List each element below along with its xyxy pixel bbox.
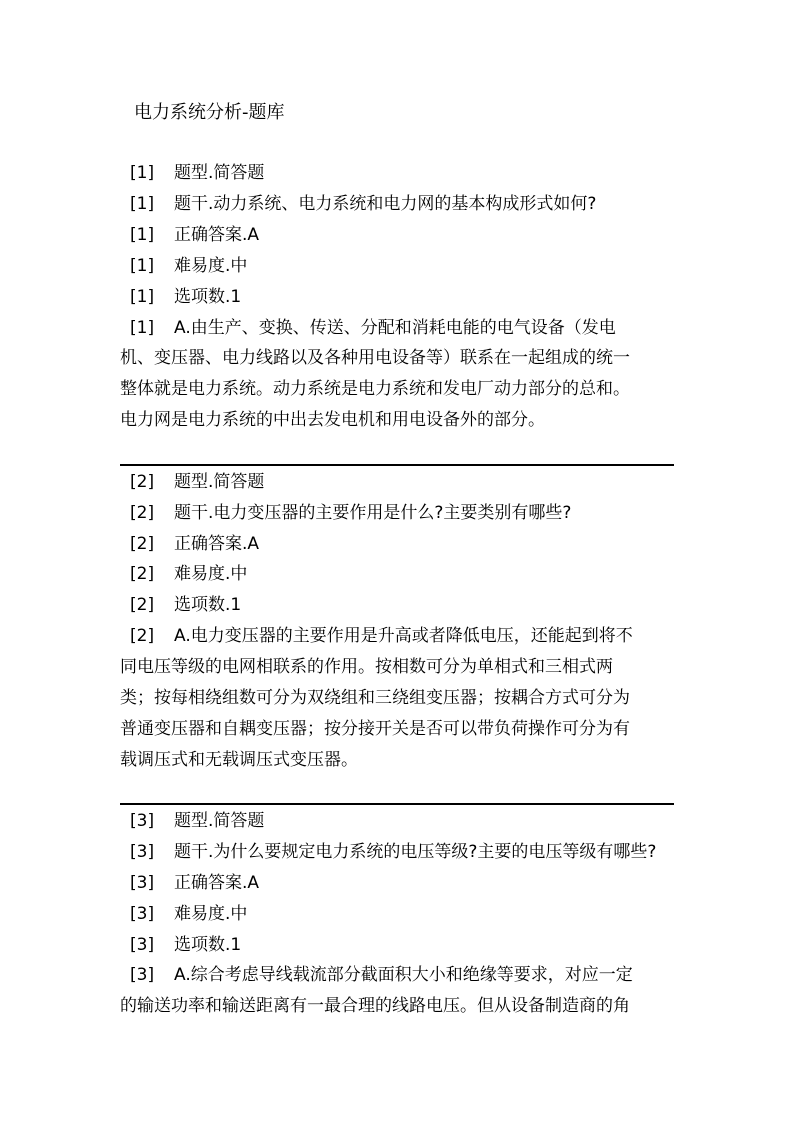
q3-difficulty-line: [120, 902, 247, 926]
q3-answer: 正确答案.A: [174, 873, 260, 893]
q2-option-count-line: [120, 593, 241, 617]
q1-stem: 题干.动力系统、电力系统和电力网的基本构成形式如何?: [174, 194, 597, 214]
q1-option-line: 电力网是电力系统的中出去发电机和用电设备外的部分。: [120, 410, 545, 430]
q3-option-line: [120, 963, 633, 987]
q2-number: [2]: [130, 472, 155, 492]
q2-stem-line: [120, 501, 571, 525]
q1-answer-line: [120, 223, 259, 247]
q1-number: [1]: [130, 287, 155, 307]
q2-type-line: [120, 470, 264, 494]
q3-stem: 题干.为什么要规定电力系统的电压等级?主要的电压等级有哪些?: [174, 842, 657, 862]
q2-answer-line: [120, 532, 259, 556]
q2-answer: 正确答案.A: [174, 534, 260, 554]
q1-option-line: 整体就是电力系统。动力系统是电力系统和发电厂动力部分的总和。: [120, 379, 630, 399]
q2-stem: 题干.电力变压器的主要作用是什么?主要类别有哪些?: [174, 503, 572, 523]
q1-difficulty-line: [120, 254, 247, 278]
q1-type-line: [120, 161, 264, 185]
q1-option-line: 机、变压器、电力线路以及各种用电设备等）联系在一起组成的统一: [120, 348, 630, 368]
q3-number: [3]: [130, 935, 155, 955]
q1-option-text: A.由生产、变换、传送、分配和消耗电能的电气设备（发电: [174, 318, 616, 338]
q3-option-count-line: [120, 933, 241, 957]
document-title: 电力系统分析-题库: [134, 102, 285, 123]
q3-number: [3]: [130, 904, 155, 924]
q1-difficulty: 难易度.中: [174, 256, 248, 276]
q2-difficulty: 难易度.中: [174, 564, 248, 584]
q1-number: [1]: [130, 318, 155, 338]
q1-type: 题型.简答题: [174, 163, 265, 183]
q1-stem-line: [120, 192, 596, 216]
q2-option-line: 同电压等级的电网相联系的作用。按相数可分为单相式和三相式两: [120, 657, 613, 677]
q2-difficulty-line: [120, 562, 247, 586]
q2-number: [2]: [130, 626, 155, 646]
q2-option-line: 载调压式和无载调压式变压器。: [120, 750, 358, 770]
q1-option-line: [120, 316, 616, 340]
q2-number: [2]: [130, 503, 155, 523]
q3-option-count: 选项数.1: [174, 935, 242, 955]
q2-number: [2]: [130, 564, 155, 584]
q2-option-text: A.电力变压器的主要作用是升高或者降低电压，还能起到将不: [174, 626, 633, 646]
q3-stem-line: [120, 840, 656, 864]
q3-answer-line: [120, 871, 259, 895]
q3-number: [3]: [130, 965, 155, 985]
q3-option-text: A.综合考虑导线载流部分截面积大小和绝缘等要求，对应一定: [174, 965, 633, 985]
q1-option-count-line: [120, 285, 241, 309]
q3-difficulty: 难易度.中: [174, 904, 248, 924]
section-divider: [120, 803, 674, 805]
q2-number: [2]: [130, 534, 155, 554]
q3-number: [3]: [130, 811, 155, 831]
q2-type: 题型.简答题: [174, 472, 265, 492]
q2-number: [2]: [130, 595, 155, 615]
q1-answer: 正确答案.A: [174, 225, 260, 245]
section-divider: [120, 464, 674, 466]
q3-number: [3]: [130, 873, 155, 893]
q3-option-line: 的输送功率和输送距离有一最合理的线路电压。但从设备制造商的角: [120, 996, 630, 1016]
q2-option-line: 普通变压器和自耦变压器；按分接开关是否可以带负荷操作可分为有: [120, 719, 630, 739]
q1-option-count: 选项数.1: [174, 287, 242, 307]
q3-number: [3]: [130, 842, 155, 862]
q1-number: [1]: [130, 163, 155, 183]
q3-type-line: [120, 809, 264, 833]
q1-number: [1]: [130, 256, 155, 276]
q2-option-line: 类；按每相绕组数可分为双绕组和三绕组变压器；按耦合方式可分为: [120, 688, 630, 708]
q2-option-line: [120, 624, 633, 648]
q2-option-count: 选项数.1: [174, 595, 242, 615]
q3-type: 题型.简答题: [174, 811, 265, 831]
q1-number: [1]: [130, 225, 155, 245]
q1-number: [1]: [130, 194, 155, 214]
